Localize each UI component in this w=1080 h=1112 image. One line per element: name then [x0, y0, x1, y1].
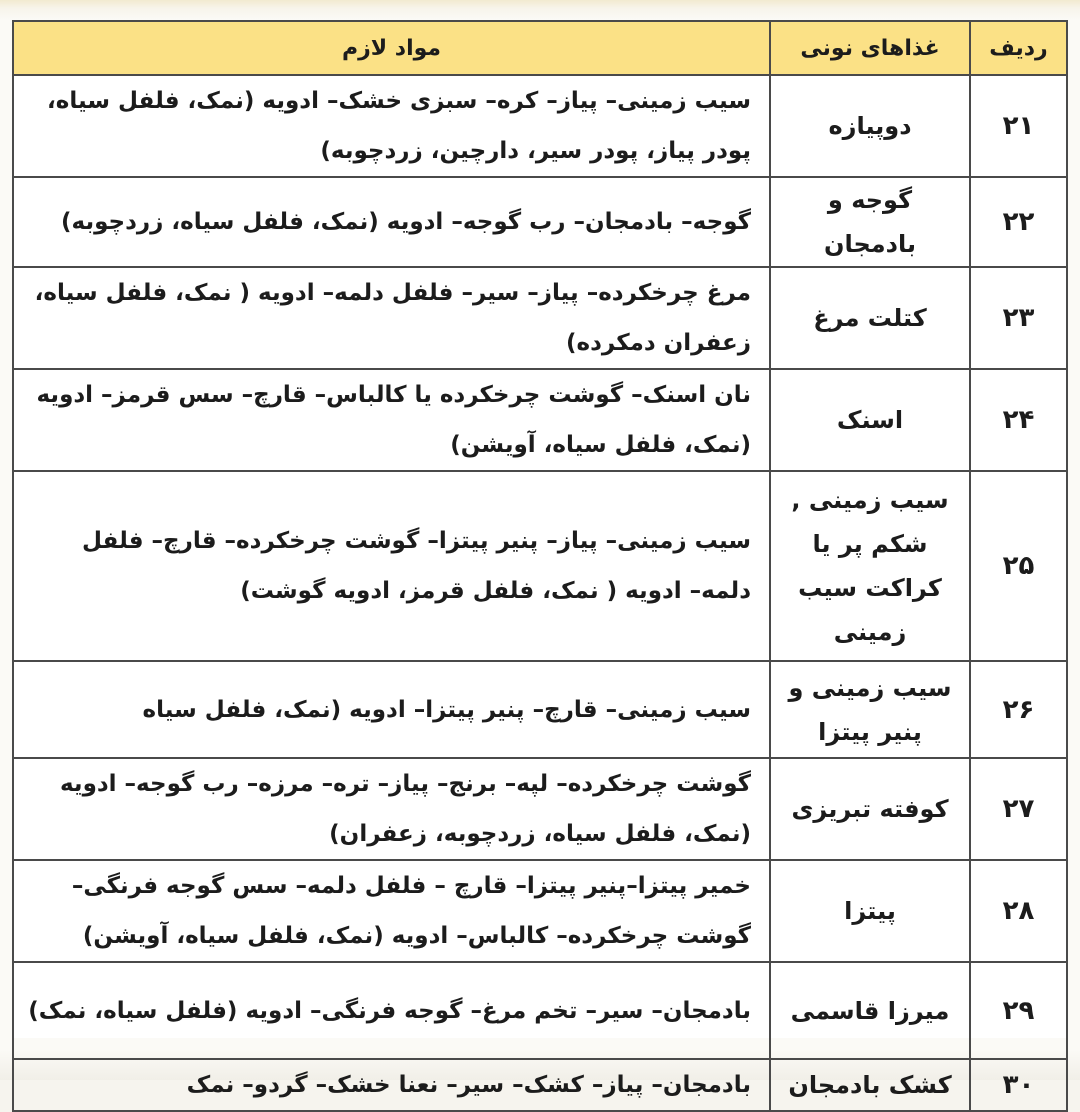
row-number: ۲۵	[970, 471, 1067, 661]
table-row	[13, 860, 1067, 962]
ingredients-text: گوجه– بادمجان– رب گوجه– ادویه (نمک، فلفل سیاه، زردچوبه)	[13, 177, 770, 267]
table-row	[13, 962, 1067, 1059]
table-row	[13, 661, 1067, 758]
food-name: سیب زمینی و پنیر پیتزا	[770, 661, 970, 758]
row-number: ۲۴	[970, 369, 1067, 471]
ingredients-sheet	[12, 20, 1066, 1100]
header-ingredients: مواد لازم	[13, 21, 770, 75]
food-name: دوپیازه	[770, 75, 970, 177]
header-row-number: ردیف	[970, 21, 1067, 75]
table-row	[13, 75, 1067, 177]
food-name: کتلت مرغ	[770, 267, 970, 369]
table-row	[13, 1059, 1067, 1111]
table-row	[13, 471, 1067, 661]
table-row	[13, 177, 1067, 267]
food-name: سیب زمینی , شکم پر یا کراکت سیب زمینی	[770, 471, 970, 661]
food-name: گوجه و بادمجان	[770, 177, 970, 267]
row-number: ۲۹	[970, 962, 1067, 1059]
recipes-table	[12, 20, 1068, 1112]
row-number: ۲۷	[970, 758, 1067, 860]
row-number: ۳۰	[970, 1059, 1067, 1111]
food-name: کشک بادمجان	[770, 1059, 970, 1111]
ingredients-text: مرغ چرخکرده– پیاز– سیر– فلفل دلمه– ادویه ( نمک، فلفل سیاه، زعفران دمکرده)	[13, 267, 770, 369]
row-number: ۲۱	[970, 75, 1067, 177]
table-row	[13, 369, 1067, 471]
ingredients-text: سیب زمینی– پیاز– پنیر پیتزا– گوشت چرخکرده– قارچ– فلفل دلمه– ادویه ( نمک، فلفل قرمز، ادویه گوشت)	[13, 471, 770, 661]
row-number: ۲۶	[970, 661, 1067, 758]
food-name: اسنک	[770, 369, 970, 471]
table-header-row	[13, 21, 1067, 75]
ingredients-text: نان اسنک– گوشت چرخکرده یا کالباس– قارچ– سس قرمز– ادویه (نمک، فلفل سیاه، آویشن)	[13, 369, 770, 471]
food-name: کوفته تبریزی	[770, 758, 970, 860]
food-name: میرزا قاسمی	[770, 962, 970, 1059]
ingredients-text: سیب زمینی– پیاز– کره– سبزی خشک– ادویه (نمک، فلفل سیاه، پودر پیاز، پودر سیر، دارچین، زردچوبه)	[13, 75, 770, 177]
ingredients-text: سیب زمینی– قارچ– پنیر پیتزا– ادویه (نمک، فلفل سیاه	[13, 661, 770, 758]
food-name: پیتزا	[770, 860, 970, 962]
table-row	[13, 267, 1067, 369]
row-number: ۲۲	[970, 177, 1067, 267]
table-row	[13, 758, 1067, 860]
header-food: غذاهای نونی	[770, 21, 970, 75]
row-number: ۲۸	[970, 860, 1067, 962]
row-number: ۲۳	[970, 267, 1067, 369]
ingredients-text: بادمجان– پیاز– کشک– سیر– نعنا خشک– گردو– نمک	[13, 1059, 770, 1111]
ingredients-text: بادمجان– سیر– تخم مرغ– گوجه فرنگی– ادویه (فلفل سیاه، نمک)	[13, 962, 770, 1059]
ingredients-text: گوشت چرخکرده– لپه– برنج– پیاز– تره– مرزه– رب گوجه– ادویه (نمک، فلفل سیاه، زردچوبه، زعفران)	[13, 758, 770, 860]
ingredients-text: خمیر پیتزا–پنیر پیتزا– قارچ – فلفل دلمه– سس گوجه فرنگی– گوشت چرخکرده– کالباس– ادویه (نمک، فلفل سیاه، آویشن)	[13, 860, 770, 962]
